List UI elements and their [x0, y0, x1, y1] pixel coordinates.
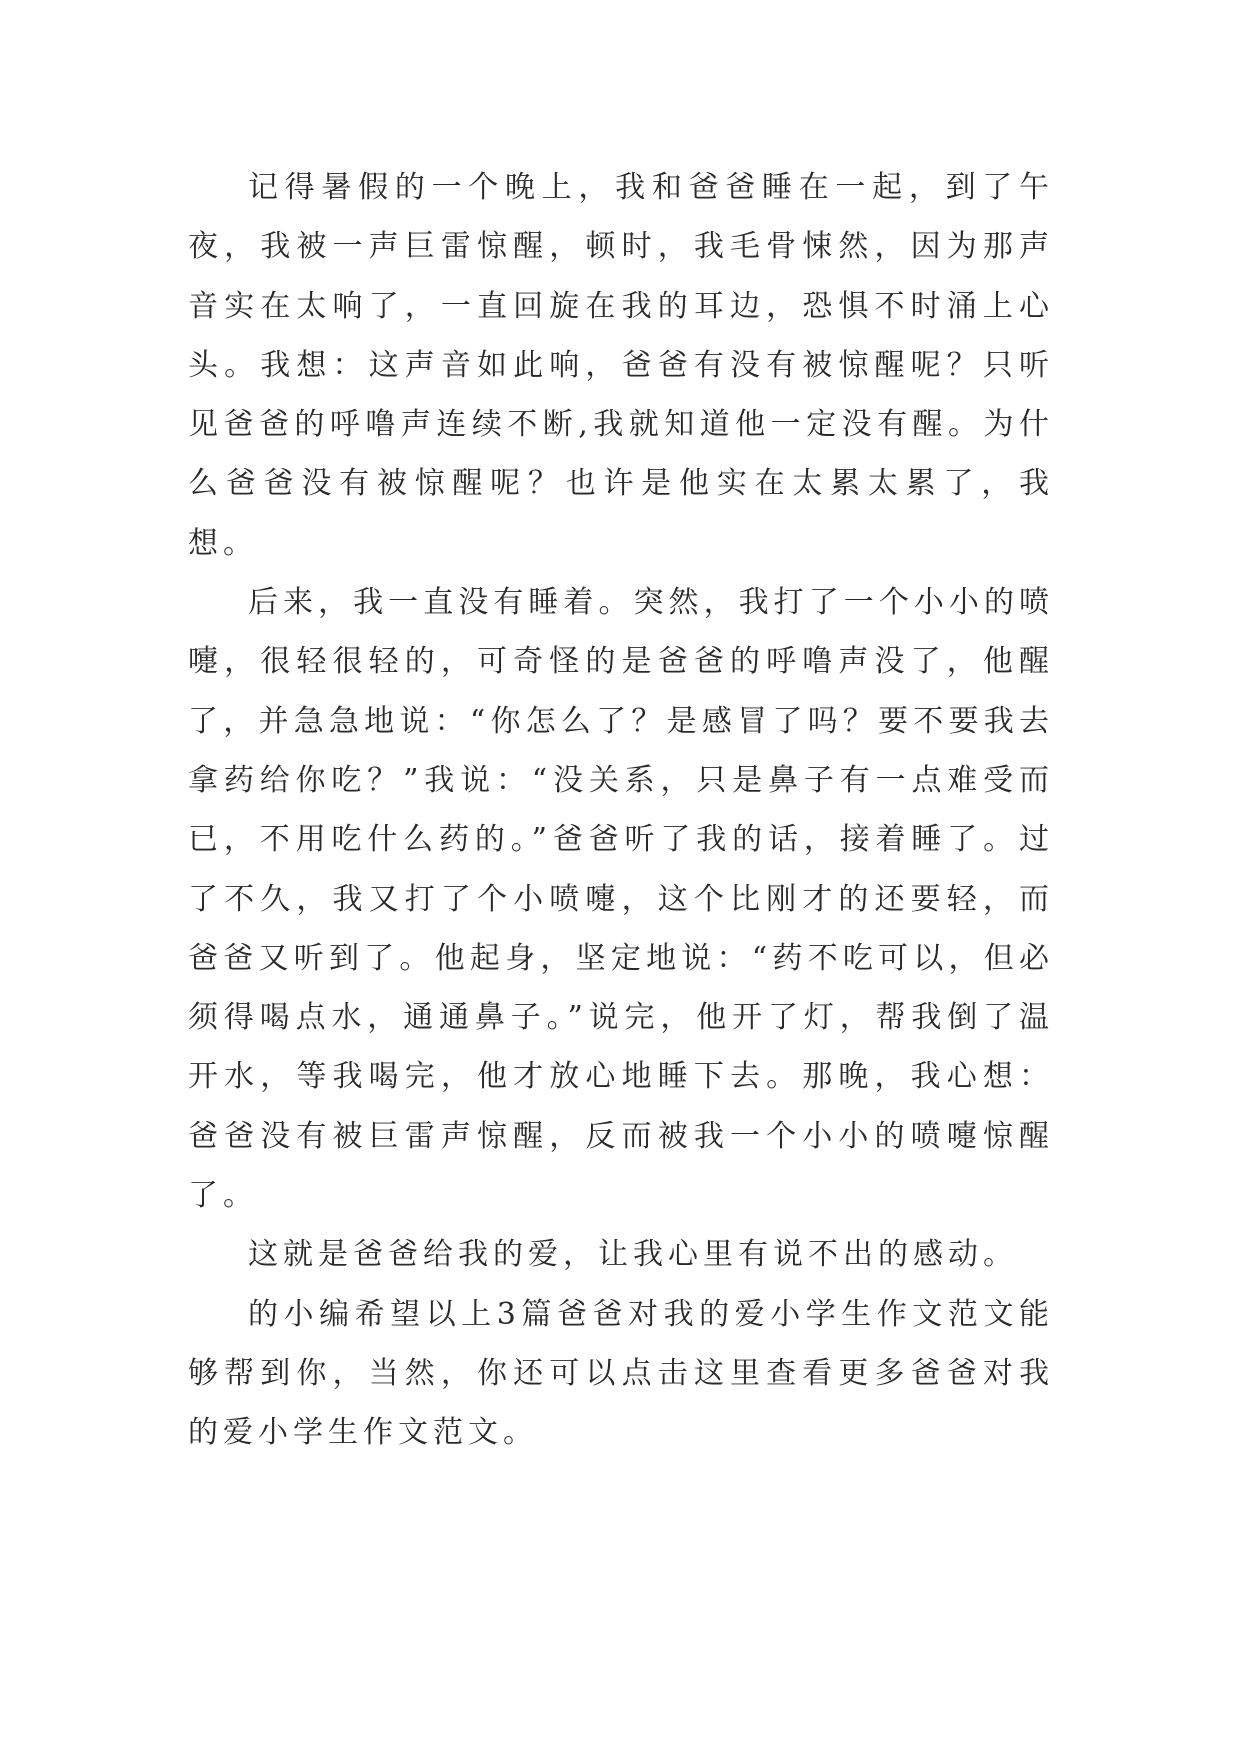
paragraph-1: 记得暑假的一个晚上，我和爸爸睡在一起，到了午夜，我被一声巨雷惊醒，顿时，我毛骨悚然，因为那声音实在太响了，一直回旋在我的耳边，恐惧不时涌上心头。我想：这声音如此响，爸爸有没有被惊醒呢？只听见爸爸的呼噜声连续不断,我就知道他一定没有醒。为什么爸爸没有被惊醒呢？也许是他实在太累太累了，我想。 [188, 170, 1054, 561]
paragraph-3: 这就是爸爸给我的爱，让我心里有说不出的感动。 [248, 1237, 1018, 1273]
paragraph-4: 的小编希望以上3篇爸爸对我的爱小学生作文范文能够帮到你，当然，你还可以点击这里查看更多爸爸对我的爱小学生作文范文。 [188, 1296, 1054, 1451]
paragraph-2: 后来，我一直没有睡着。突然，我打了一个小小的喷嚏，很轻很轻的，可奇怪的是爸爸的呼噜声没了，他醒了，并急急地说：“你怎么了？是感冒了吗？要不要我去拿药给你吃？”我说：“没关系，只是鼻子有一点难受而已，不用吃什么药的。”爸爸听了我的话，接着睡了。过了不久，我又打了个小喷嚏，这个比刚才的还要轻，而爸爸又听到了。他起身，坚定地说：“药不吃可以，但必须得喝点水，通通鼻子。”说完，他开了灯，帮我倒了温开水，等我喝完，他才放心地睡下去。那晚，我心想：爸爸没有被巨雷声惊醒，反而被我一个小小的喷嚏惊醒了。 [188, 585, 1054, 1214]
article-body [188, 158, 1054, 1463]
